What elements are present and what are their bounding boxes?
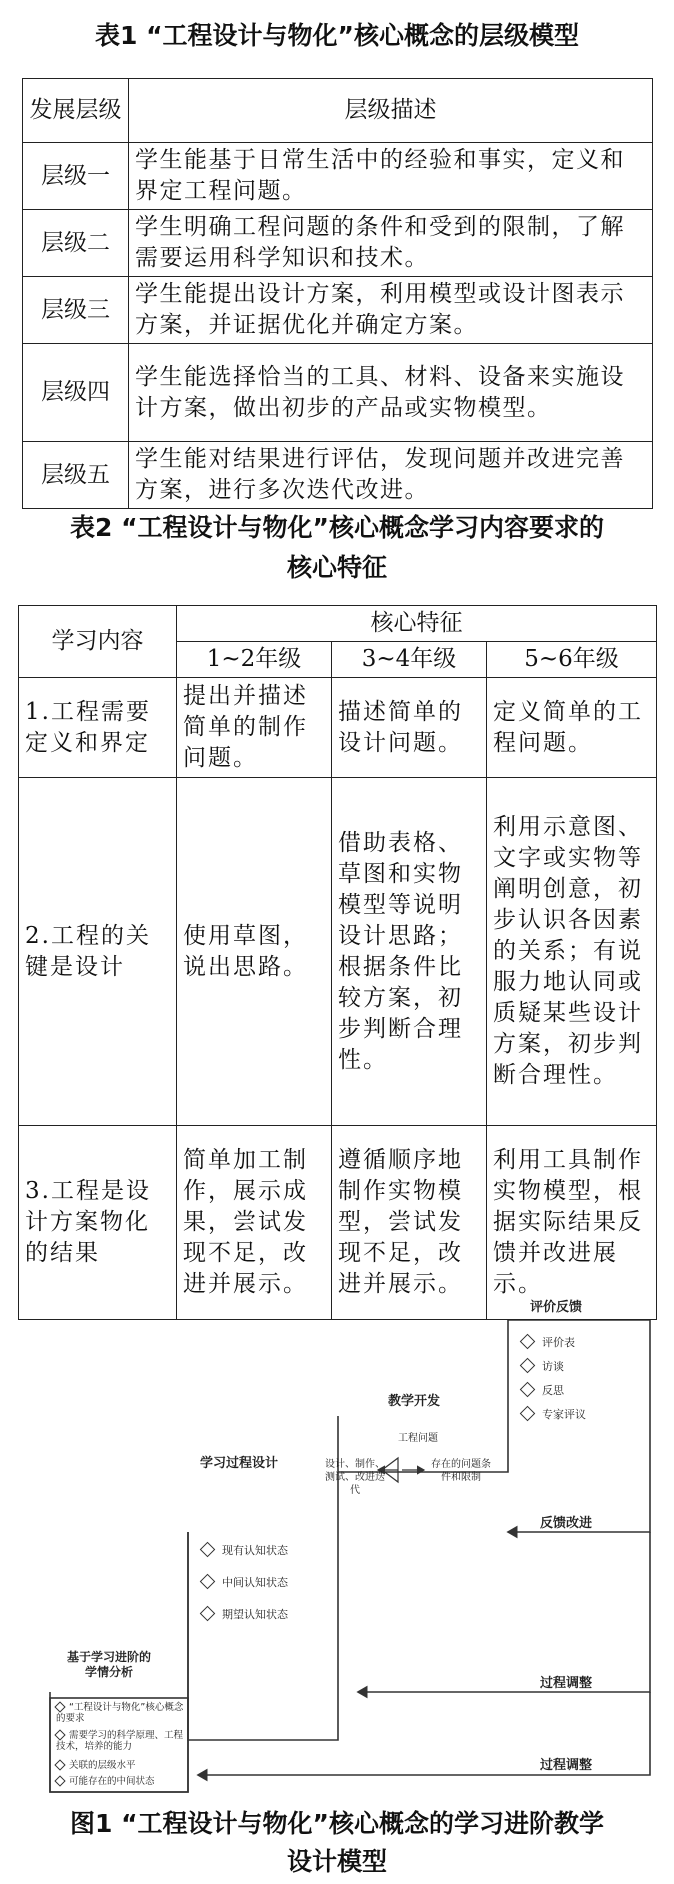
table1-header-row: [23, 79, 653, 143]
table2-header-content: 学习内容: [19, 606, 177, 678]
figure1-caption-line1: 图1 “工程设计与物化”核心概念的学习进阶教学: [70, 1809, 604, 1838]
table-row: [23, 143, 653, 210]
step4-item: 访谈: [522, 1358, 564, 1374]
step3-title: 教学开发: [388, 1394, 441, 1409]
figure1-diagram: [20, 1300, 654, 1800]
grade-5-6: 5~6年级: [487, 642, 657, 678]
step4-item: 评价表: [522, 1334, 575, 1350]
table-row: [23, 210, 653, 277]
level-cell: 层级五: [23, 442, 129, 509]
table2-caption-line1: 表2 “工程设计与物化”核心概念学习内容要求的: [70, 513, 604, 542]
grade-cell: 定义简单的工程问题。: [487, 678, 657, 778]
step2-item: 现有认知状态: [202, 1542, 288, 1558]
step3-left-text: 设计、制作、测试、改进迭代: [325, 1459, 385, 1496]
table-row: [23, 344, 653, 442]
content-cell: 2.工程的关键是设计: [19, 778, 177, 1126]
table2: [18, 605, 657, 1320]
desc-cell: 学生能选择恰当的工具、材料、设备来实施设计方案，做出初步的产品或实物模型。: [129, 344, 653, 442]
table2-header-core: 核心特征: [177, 606, 657, 642]
desc-cell: 学生能提出设计方案，利用模型或设计图表示方案，并证据优化并确定方案。: [129, 277, 653, 344]
grade-cell: 利用示意图、文字或实物等阐明创意，初步认识各因素的关系；有说服力地认同或质疑某些设计方案，初步判断合理性。: [487, 778, 657, 1126]
diamond-icon: [54, 1775, 65, 1786]
step2-item: 期望认知状态: [202, 1606, 288, 1622]
diamond-icon: [54, 1701, 65, 1712]
grade-cell: 简单加工制作，展示成果，尝试发现不足，改进并展示。: [177, 1126, 332, 1320]
diamond-icon: [54, 1759, 65, 1770]
step3-right-text: 存在的问题条件和限制: [431, 1459, 491, 1483]
table-row: [19, 678, 657, 778]
step4-item: 反思: [522, 1382, 564, 1398]
step1-item: 需要学习的科学原理、工程技术，培养的能力: [56, 1730, 184, 1752]
level-cell: 层级二: [23, 210, 129, 277]
table1-caption: 表1 “工程设计与物化”核心概念的层级模型: [95, 21, 579, 50]
diamond-icon: [520, 1334, 536, 1350]
grade-cell: 使用草图，说出思路。: [177, 778, 332, 1126]
grade-1-2: 1~2年级: [177, 642, 332, 678]
table-row: [19, 1126, 657, 1320]
figure1-caption-line2: 设计模型: [286, 1847, 387, 1876]
table-row: [23, 277, 653, 344]
step2-title: 学习过程设计: [200, 1456, 279, 1471]
grade-3-4: 3~4年级: [332, 642, 487, 678]
step4-item: 专家评议: [522, 1406, 586, 1422]
feedback-label-3: 过程调整: [540, 1758, 593, 1773]
table1: [22, 78, 653, 509]
feedback-label-1: 反馈改进: [540, 1516, 593, 1531]
step1-item: 关联的层级水平: [56, 1760, 186, 1771]
diamond-icon: [520, 1406, 536, 1422]
diamond-icon: [200, 1606, 216, 1622]
table-row: [23, 442, 653, 509]
diamond-icon: [200, 1542, 216, 1558]
diamond-icon: [520, 1358, 536, 1374]
feedback-line-2: [358, 1532, 650, 1692]
level-cell: 层级四: [23, 344, 129, 442]
grade-cell: 遵循顺序地制作实物模型，尝试发现不足，改进并展示。: [332, 1126, 487, 1320]
content-cell: 3.工程是设计方案物化的结果: [19, 1126, 177, 1320]
desc-cell: 学生能对结果进行评估，发现问题并改进完善方案，进行多次迭代改进。: [129, 442, 653, 509]
table2-caption-line2: 核心特征: [286, 553, 387, 582]
grade-cell: 描述简单的设计问题。: [332, 678, 487, 778]
table-row: [19, 778, 657, 1126]
step3-center-title: 工程问题: [398, 1433, 438, 1444]
diamond-icon: [520, 1382, 536, 1398]
grade-cell: 利用工具制作实物模型，根据实际结果反馈并改进展示。: [487, 1126, 657, 1320]
desc-cell: 学生明确工程问题的条件和受到的限制，了解需要运用科学知识和技术。: [129, 210, 653, 277]
desc-cell: 学生能基于日常生活中的经验和事实，定义和界定工程问题。: [129, 143, 653, 210]
level-cell: 层级三: [23, 277, 129, 344]
step1-item: “工程设计与物化”核心概念的要求: [56, 1702, 184, 1724]
step4-title: 评价反馈: [530, 1300, 583, 1315]
step1-title: 基于学习进阶的学情分析: [66, 1650, 151, 1679]
step4-box: [508, 1320, 650, 1386]
grade-cell: 借助表格、草图和实物模型等说明设计思路；根据条件比较方案，初步判断合理性。: [332, 778, 487, 1126]
table1-header-level: 发展层级: [23, 79, 129, 143]
diamond-icon: [200, 1574, 216, 1590]
table2-header-row: [19, 606, 657, 642]
content-cell: 1.工程需要定义和界定: [19, 678, 177, 778]
level-cell: 层级一: [23, 143, 129, 210]
step1-item: 可能存在的中间状态: [56, 1776, 186, 1787]
step2-item: 中间认知状态: [202, 1574, 288, 1590]
diamond-icon: [54, 1729, 65, 1740]
table1-header-desc: 层级描述: [129, 79, 653, 143]
grade-cell: 提出并描述简单的制作问题。: [177, 678, 332, 778]
feedback-label-2: 过程调整: [540, 1676, 593, 1691]
